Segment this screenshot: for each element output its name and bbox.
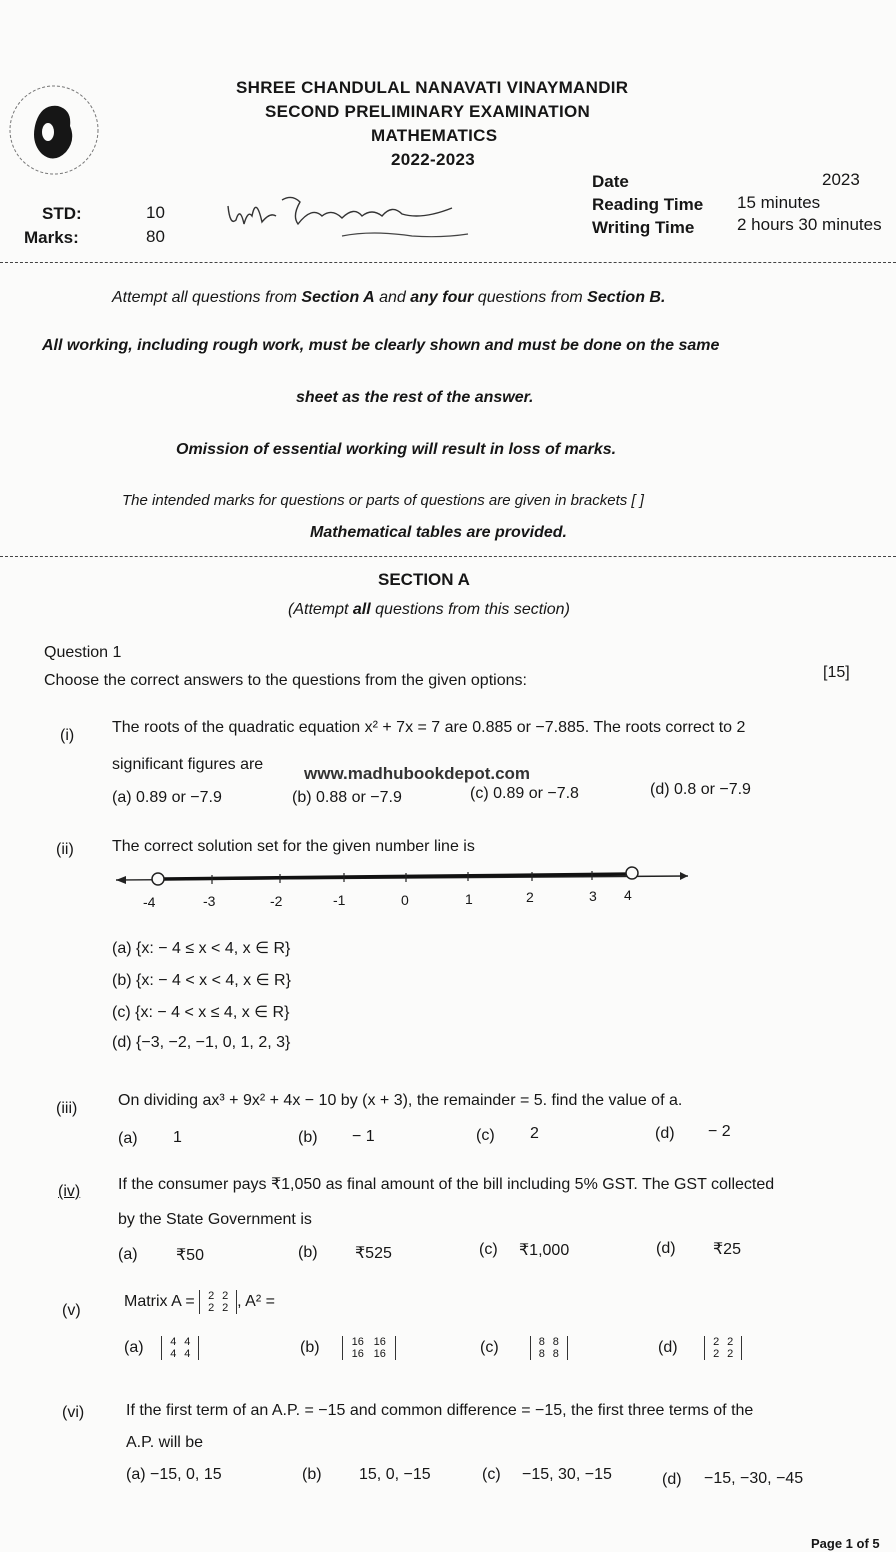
q-iv-option-c-label: (c) <box>479 1241 498 1258</box>
subject-name: MATHEMATICS <box>371 126 498 145</box>
instruction-tables: Mathematical tables are provided. <box>310 524 567 541</box>
q-iv-option-a-value: ₹50 <box>176 1247 204 1264</box>
matrix-option-b: 16 16 16 16 <box>342 1336 396 1360</box>
q-vi-number: (vi) <box>62 1404 85 1421</box>
q-vi-option-a: (a) −15, 0, 15 <box>126 1466 222 1483</box>
divider-top <box>0 262 896 263</box>
q-i-option-d: (d) 0.8 or −7.9 <box>650 781 751 798</box>
q-iv-number: (iv) <box>58 1183 81 1200</box>
q-iii-option-d-value: − 2 <box>708 1123 731 1140</box>
q-iv-text-2: by the State Government is <box>118 1211 312 1228</box>
q-iii-option-b-label: (b) <box>298 1129 318 1146</box>
q-ii-number: (ii) <box>56 841 74 858</box>
handwritten-signature <box>222 186 472 246</box>
page-number: Page 1 of 5 <box>811 1536 880 1551</box>
question-marks: [15] <box>823 664 850 681</box>
q-vi-option-d-value: −15, −30, −45 <box>704 1470 804 1487</box>
marks-value: 80 <box>146 227 165 246</box>
tick-label: -2 <box>270 893 283 909</box>
question-label: Question 1 <box>44 644 122 661</box>
q-i-text-2: significant figures are <box>112 756 264 773</box>
date-label: Date <box>592 172 629 191</box>
school-name: SHREE CHANDULAL NANAVATI VINAYMANDIR <box>236 78 629 97</box>
tick-label: -3 <box>203 893 216 909</box>
q-vi-text: If the first term of an A.P. = −15 and common difference = −15, the first three terms of the <box>126 1402 754 1419</box>
q-vi-text-2: A.P. will be <box>126 1434 204 1451</box>
q-iii-option-a-value: 1 <box>173 1129 182 1146</box>
matrix-option-a: 4 4 4 4 <box>161 1336 199 1360</box>
divider-middle <box>0 556 896 557</box>
q-iii-option-c-label: (c) <box>476 1127 495 1144</box>
marks-label: Marks: <box>24 228 79 247</box>
q-vi-option-d-label: (d) <box>662 1471 682 1488</box>
matrix-option-d: 2 2 2 2 <box>704 1336 742 1360</box>
q-iv-option-d-value: ₹25 <box>713 1241 741 1258</box>
writing-time-value: 2 hours 30 minutes <box>737 215 882 234</box>
tick-label: 2 <box>526 889 534 905</box>
instruction-sheet: sheet as the rest of the answer. <box>296 389 534 406</box>
q-i-option-c: (c) 0.89 or −7.8 <box>470 785 579 802</box>
school-logo <box>6 82 102 178</box>
tick-label: 4 <box>624 887 632 903</box>
q-i-option-a: (a) 0.89 or −7.9 <box>112 789 222 806</box>
q-v-option-a: (a) 4 4 4 4 <box>124 1336 199 1360</box>
writing-time-label: Writing Time <box>592 218 695 237</box>
instruction-marks: The intended marks for questions or parts of questions are given in brackets [ ] <box>122 492 644 509</box>
exam-name: SECOND PRELIMINARY EXAMINATION <box>265 102 591 121</box>
q-iv-option-a-label: (a) <box>118 1246 138 1263</box>
std-label: STD: <box>42 204 82 223</box>
q-ii-option-d: (d) {−3, −2, −1, 0, 1, 2, 3} <box>112 1034 291 1051</box>
question-prompt: Choose the correct answers to the questions from the given options: <box>44 672 527 689</box>
q-i-option-b: (b) 0.88 or −7.9 <box>292 789 402 806</box>
tick-label: 3 <box>589 888 597 904</box>
q-v-number: (v) <box>62 1302 81 1319</box>
q-vi-option-b-value: 15, 0, −15 <box>359 1466 431 1483</box>
q-iii-text: On dividing ax³ + 9x² + 4x − 10 by (x + 3), the remainder = 5. find the value of a. <box>118 1092 683 1109</box>
std-value: 10 <box>146 203 165 222</box>
tick-label: -1 <box>333 892 346 908</box>
q-iii-option-b-value: − 1 <box>352 1128 375 1145</box>
q-ii-text: The correct solution set for the given number line is <box>112 838 475 855</box>
q-v-text: Matrix A = 2 2 2 2 , A² = <box>124 1290 275 1314</box>
watermark: www.madhubookdepot.com <box>304 764 531 783</box>
q-iii-option-d-label: (d) <box>655 1125 675 1142</box>
tick-label: 0 <box>401 892 409 908</box>
q-ii-option-c: (c) {x: − 4 < x ≤ 4, x ∈ R} <box>112 1004 290 1021</box>
date-value: 2023 <box>822 170 860 189</box>
q-iv-option-b-value: ₹525 <box>355 1245 392 1262</box>
instruction-omission: Omission of essential working will result in loss of marks. <box>176 441 617 458</box>
q-i-number: (i) <box>60 727 75 744</box>
section-subtitle: (Attempt all questions from this section) <box>288 601 570 618</box>
q-iii-option-c-value: 2 <box>530 1125 539 1142</box>
q-v-option-c: (c) 8 8 8 8 <box>480 1336 568 1360</box>
q-iv-option-d-label: (d) <box>656 1240 676 1257</box>
q-v-option-b: (b) 16 16 16 16 <box>300 1336 396 1360</box>
q-iv-option-b-label: (b) <box>298 1244 318 1261</box>
instruction-attempt: Attempt all questions from Section A and any four questions from Section B. <box>112 289 666 306</box>
matrix-a: 2 2 2 2 <box>199 1290 237 1314</box>
q-vi-option-c-value: −15, 30, −15 <box>522 1466 612 1483</box>
q-iv-option-c-value: ₹1,000 <box>519 1242 570 1259</box>
q-i-text: The roots of the quadratic equation x² + 7x = 7 are 0.885 or −7.885. The roots correct to 2 <box>112 719 746 736</box>
tick-label: -4 <box>143 894 156 910</box>
reading-time-value: 15 minutes <box>737 193 821 212</box>
q-v-option-d: (d) 2 2 2 2 <box>658 1336 742 1360</box>
q-vi-option-b-label: (b) <box>302 1466 322 1483</box>
matrix-option-c: 8 8 8 8 <box>530 1336 568 1360</box>
section-title: SECTION A <box>378 570 470 589</box>
tick-label: 1 <box>465 891 473 907</box>
q-ii-option-a: (a) {x: − 4 ≤ x < 4, x ∈ R} <box>112 940 291 957</box>
academic-year: 2022-2023 <box>391 150 475 169</box>
q-iv-text: If the consumer pays ₹1,050 as final amount of the bill including 5% GST. The GST collected <box>118 1176 775 1193</box>
q-vi-option-c-label: (c) <box>482 1466 501 1483</box>
reading-time-label: Reading Time <box>592 195 704 214</box>
q-ii-option-b: (b) {x: − 4 < x < 4, x ∈ R} <box>112 972 291 989</box>
q-iii-option-a-label: (a) <box>118 1130 138 1147</box>
q-iii-number: (iii) <box>56 1100 78 1117</box>
instruction-working: All working, including rough work, must be clearly shown and must be done on the same <box>42 337 720 354</box>
